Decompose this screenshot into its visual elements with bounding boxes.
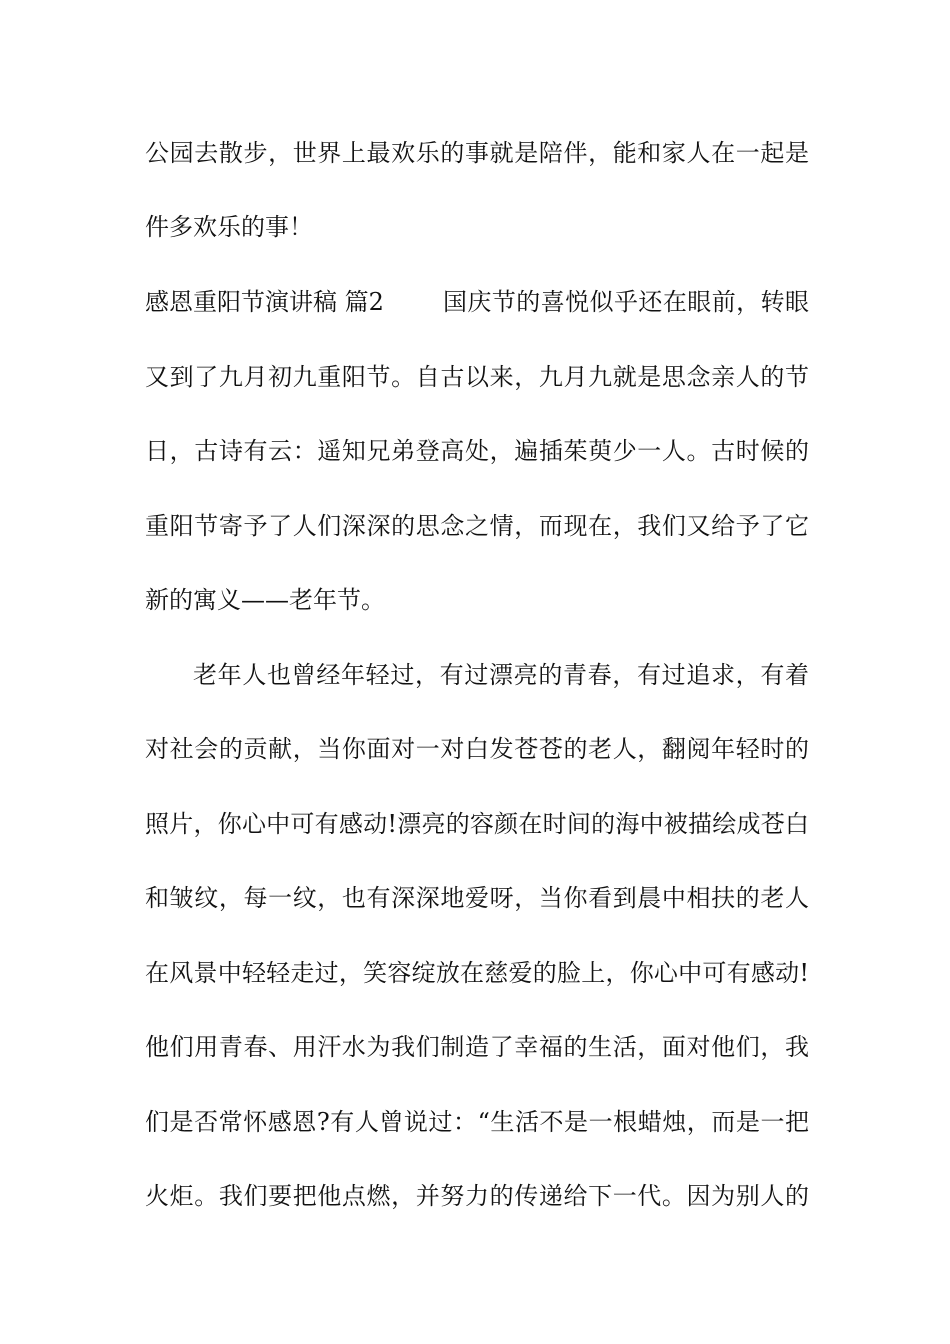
text-line: 们是否常怀感恩?有人曾说过：“生活不是一根蜡烛，而是一把 (145, 1108, 809, 1136)
text-line: 重阳节寄予了人们深深的思念之情，而现在，我们又给予了它 (145, 512, 809, 540)
text-line: 在风景中轻轻走过，笑容绽放在慈爱的脸上，你心中可有感动! (145, 959, 809, 987)
text-line: 公园去散步，世界上最欢乐的事就是陪伴，能和家人在一起是 (145, 139, 809, 167)
text-line: 对社会的贡献，当你面对一对白发苍苍的老人，翻阅年轻时的 (145, 735, 809, 763)
text-line: 日，古诗有云：遥知兄弟登高处，遍插茱萸少一人。古时候的 (145, 437, 809, 465)
text-line: 新的寓义——老年节。 (145, 586, 385, 614)
text-line: 又到了九月初九重阳节。自古以来，九月九就是思念亲人的节 (145, 363, 809, 391)
text-line: 件多欢乐的事！ (145, 213, 313, 241)
text-line: 老年人也曾经年轻过，有过漂亮的青春，有过追求，有着 (193, 661, 809, 689)
text-line: 国庆节的喜悦似乎还在眼前，转眼 (443, 288, 809, 316)
section-heading-row (145, 287, 809, 317)
text-line: 火炬。我们要把他点燃，并努力的传递给下一代。因为别人的 (145, 1182, 809, 1210)
text-line: 和皱纹，每一纹，也有深深地爱呀，当你看到晨中相扶的老人 (145, 884, 809, 912)
text-line: 照片，你心中可有感动!漂亮的容颜在时间的海中被描绘成苍白 (145, 810, 809, 838)
section-heading: 感恩重阳节演讲稿 篇2 (145, 288, 384, 316)
text-line: 他们用青春、用汗水为我们制造了幸福的生活，面对他们，我 (145, 1033, 809, 1061)
